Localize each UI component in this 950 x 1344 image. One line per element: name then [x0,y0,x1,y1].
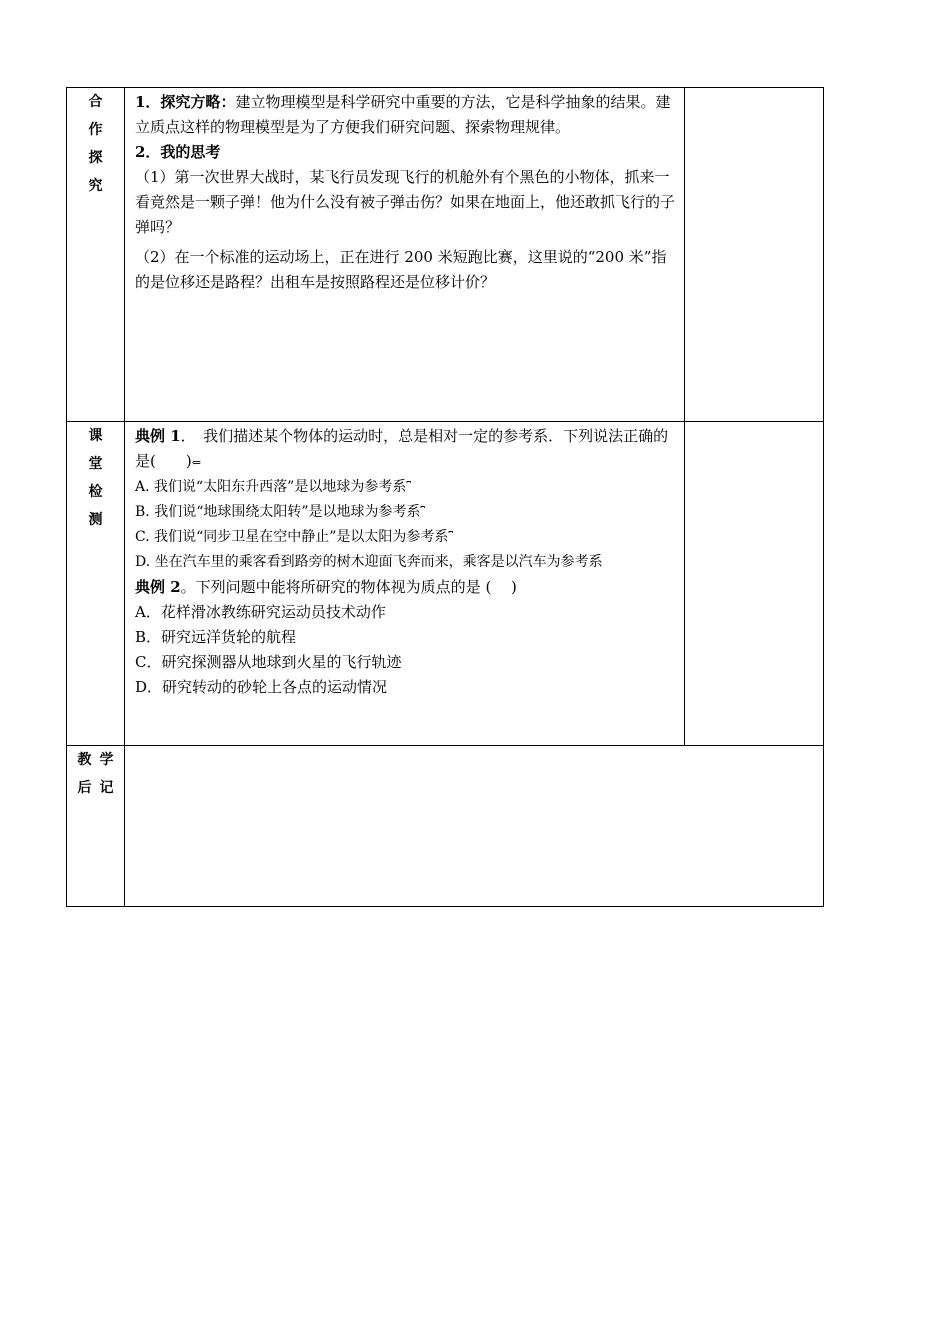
notes-cell-2 [685,422,824,746]
row-teaching-reflection [67,746,824,907]
label-char: 测 [88,512,103,528]
return-mark-icon: ⎴ [448,531,453,544]
return-mark-icon: ⎴ [420,506,425,519]
example-1-option-d: D. 坐在汽车里的乘客看到路旁的树木迎面飞奔而来，乘客是以汽车为参考系 [135,554,603,570]
example-1-option-b: B. 我们说“地球围绕太阳转”是以地球为参考系⎴ [135,504,425,520]
label-char: 检 [88,484,103,500]
example-1-option-a: A. 我们说“太阳东升西落”是以地球为参考系⎴ [135,479,411,495]
example-2-option-c: C．研究探测器从地球到火星的飞行轨迹 [135,653,402,671]
notes-cell-1 [685,88,824,422]
example-2-text: 。下列问题中能将所研究的物体视为质点的是 ( ) [180,578,517,596]
cooperative-inquiry-content [125,88,685,422]
label-char: 堂 [88,456,103,472]
strategy-paragraph [135,90,676,140]
label-class-check [67,422,125,746]
label-char: 作 [88,122,103,138]
my-thinking-heading [135,140,676,165]
lesson-plan-table [66,87,824,907]
class-check-content [125,422,685,746]
strategy-title: 1．探究方略： [135,93,236,111]
example-2-title: 典例 2 [135,578,181,596]
label-char: 课 [88,428,103,444]
label-line: 教学 [77,752,122,768]
label-line: 后记 [77,780,122,796]
example-2-option-d: D．研究转动的砂轮上各点的运动情况 [135,678,388,696]
example-2-option-b: B．研究远洋货轮的航程 [135,628,297,646]
strategy-text: 建立物理模型是科学研究中重要的方法，它是科学抽象的结果。建立质点这样的物理模型是为了方便我们研究问题、探索物理规律。 [135,93,671,136]
label-cooperative-inquiry [67,88,125,422]
question-2: （2）在一个标准的运动场上，正在进行 200 米短跑比赛，这里说的“200 米”指的是位移还是路程？出租车是按照路程还是位移计价？ [135,248,667,291]
example-2-stem [135,575,676,600]
teaching-reflection-content [125,746,824,907]
label-char: 究 [88,178,103,194]
example-1-option-c: C. 我们说“同步卫星在空中静止”是以太阳为参考系⎴ [135,529,453,545]
row-cooperative-inquiry [67,88,824,422]
example-2-option-a: A．花样滑冰教练研究运动员技术动作 [135,603,386,621]
example-1-stem [135,424,676,475]
example-1-text: ． 我们描述某个物体的运动时，总是相对一定的参考系．下列说法正确的是( ) [135,427,669,470]
question-1: （1）第一次世界大战时，某飞行员发现飞行的机舱外有个黑色的小物体，抓来一看竟然是一颗子弹！他为什么没有被子弹击伤？如果在地面上，他还敢抓飞行的子弹吗？ [135,168,676,236]
my-thinking-title: 2．我的思考 [135,143,221,161]
return-mark-icon: ⇐ [191,456,201,469]
row-class-check [67,422,824,746]
example-1-title: 典例 1 [135,427,181,445]
label-teaching-reflection [67,746,125,907]
return-mark-icon: ⎴ [406,481,411,494]
label-char: 探 [88,150,103,166]
label-char: 合 [88,94,103,110]
